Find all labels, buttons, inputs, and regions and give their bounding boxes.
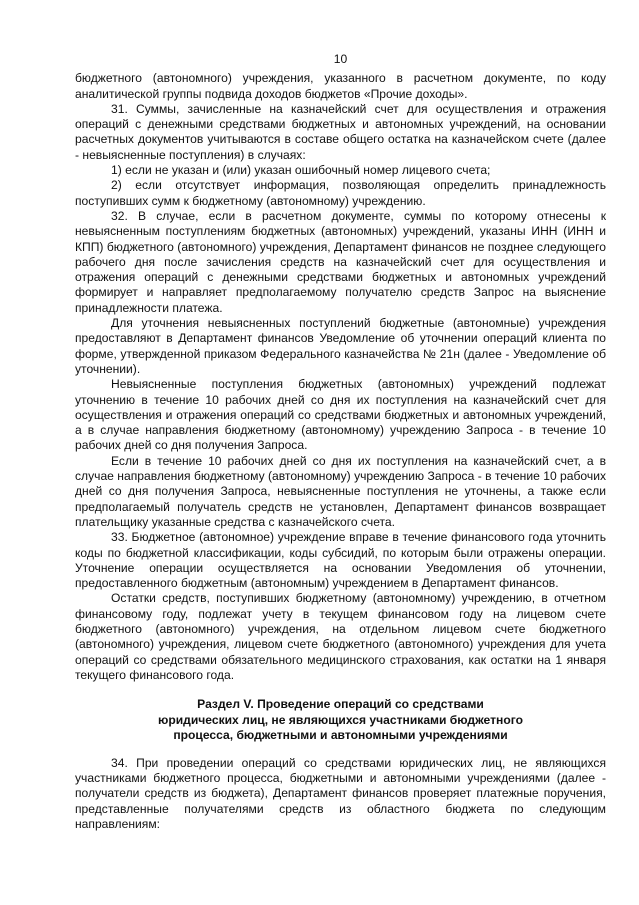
paragraph-32: 32. В случае, если в расчетном документе, суммы по которому отнесены к невыясненным поступлениям бюджетных (автономных) учреждений, указаны ИНН (ИНН и КПП) бюджетного (автономного) учреждения, Департамент финансов не позднее следующего рабочего дня после зачисления средств на казначейский счет для осуществления и отражения операций с денежными средствами бюджетных и автономных учреждений формирует и направляет предполагаемому получателю средств Запрос на выяснение принадлежности платежа.: [75, 208, 606, 315]
section-heading-line-3: процесса, бюджетными и автономными учреждениями: [173, 728, 508, 743]
paragraph-31-item-1: 1) если не указан и (или) указан ошибочный номер лицевого счета;: [111, 163, 491, 178]
paragraph-32-deadline: Невыясненные поступления бюджетных (автономных) учреждений подлежат уточнению в течение 10 рабочих дней со дня их поступления на казначейский счет для осуществления и отражения операций со средствами бюджетных и автономных учреждений, а в случае направления бюджетному (автономному) учреждению Запроса - в течение 10 рабочих дней со дня получения Запроса.: [75, 377, 606, 453]
page-number: 10: [333, 52, 348, 66]
paragraph-31: 31. Суммы, зачисленные на казначейский счет для осуществления и отражения операций с денежными средствами бюджетных и автономных учреждений, на основании расчетных документов учитываются в составе общего остатка на казначейском счете (далее - невыясненные поступления) в случаях:: [75, 101, 606, 162]
paragraph-33-balances: Остатки средств, поступивших бюджетному (автономному) учреждению, в отчетном финансовому году, подлежат учету в текущем финансовом году на лицевом счете бюджетного (автономного) учреждения, на отдельном лицевом счете бюджетного (автономного) учреждения, лицевом счете бюджетного (автономного) учреждения для учета операций со средствами обязательного медицинского страхования, как остатки на 1 января текущего финансового года.: [75, 591, 606, 682]
paragraph-continuation: бюджетного (автономного) учреждения, указанного в расчетном документе, по коду аналитической группы подвида доходов бюджетов «Прочие доходы».: [75, 71, 606, 101]
paragraph-34: 34. При проведении операций со средствами юридических лиц, не являющихся участниками бюджетного процесса, бюджетными и автономными учреждениями (далее - получатели средств из бюджета), Департамент финансов проверяет платежные поручения, представленные получателями средств из областного бюджета по следующим направлениям:: [75, 755, 606, 831]
paragraph-33: 33. Бюджетное (автономное) учреждение вправе в течение финансового года уточнить коды по бюджетной классификации, коды субсидий, по которым были отражены операции. Уточнение операции осуществляется на основании Уведомления об уточнении, предоставленного бюджетным (автономным) учреждением в Департамент финансов.: [75, 530, 606, 591]
section-heading-line-1: Раздел V. Проведение операций со средствами: [197, 697, 484, 712]
paragraph-32-notification: Для уточнения невыясненных поступлений бюджетные (автономные) учреждения предоставляют в Департамент финансов Уведомление об уточнении операций клиента по форме, утвержденной приказом Федерального казначейства № 21н (далее - Уведомление об уточнении).: [75, 316, 606, 376]
section-heading-line-2: юридических лиц, не являющихся участниками бюджетного: [158, 712, 523, 727]
section-heading: [75, 697, 606, 744]
document-page: [75, 52, 606, 832]
paragraph-32-return: Если в течение 10 рабочих дней со дня их поступления на казначейский счет, а в случае направления бюджетному (автономному) учреждению Запроса - в течение 10 рабочих дней со дня получения Запроса, невыясненные поступления не уточнены, а также если предполагаемый получатель средств не установлен, Департамент финансов возвращает плательщику указанные средства с казначейского счета.: [75, 453, 606, 529]
paragraph-31-item-2: 2) если отсутствует информация, позволяющая определить принадлежность поступивших сумм к бюджетному (автономному) учреждению.: [75, 178, 606, 208]
